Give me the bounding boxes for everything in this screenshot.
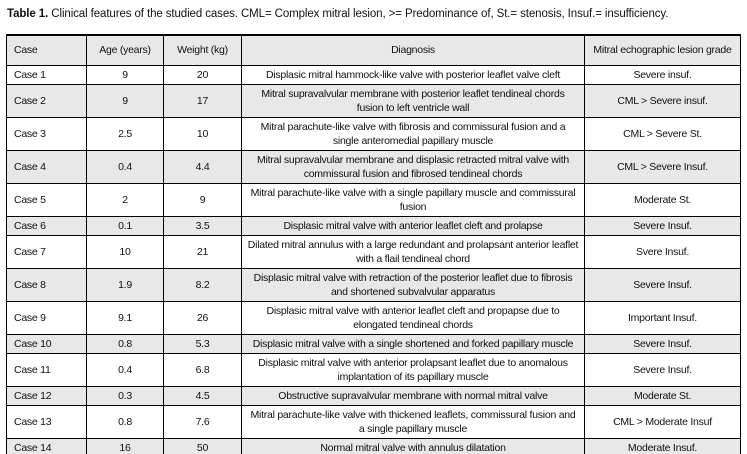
column-header-case: Case <box>7 35 87 65</box>
age-cell: 1.9 <box>87 268 164 301</box>
grade-cell: Severe Insuf. <box>585 216 741 235</box>
table-row <box>7 386 741 405</box>
table-body <box>7 65 741 454</box>
weight-cell: 17 <box>164 84 242 117</box>
table-row <box>7 438 741 454</box>
age-cell: 9.1 <box>87 301 164 334</box>
diagnosis-cell: Mitral supravalvular membrane with posterior leaflet tendineal chords fusion to left ventricle wall <box>242 84 585 117</box>
case-cell: Case 5 <box>7 183 87 216</box>
diagnosis-cell: Mitral parachute-like valve with fibrosis and commissural fusion and a single anteromedial papillary muscle <box>242 117 585 150</box>
table-row <box>7 235 741 268</box>
age-cell: 0.4 <box>87 353 164 386</box>
table-row <box>7 405 741 438</box>
diagnosis-cell: Normal mitral valve with annulus dilatation <box>242 438 585 454</box>
case-cell: Case 4 <box>7 150 87 183</box>
weight-cell: 8.2 <box>164 268 242 301</box>
weight-cell: 4.5 <box>164 386 242 405</box>
weight-cell: 10 <box>164 117 242 150</box>
diagnosis-cell: Displasic mitral valve with anterior prolapsant leaflet due to anomalous implantation of its papillary muscle <box>242 353 585 386</box>
grade-cell: Severe Insuf. <box>585 353 741 386</box>
weight-cell: 7.6 <box>164 405 242 438</box>
case-cell: Case 6 <box>7 216 87 235</box>
grade-cell: Moderate Insuf. <box>585 438 741 454</box>
case-cell: Case 2 <box>7 84 87 117</box>
diagnosis-cell: Displasic mitral valve with a single shortened and forked papillary muscle <box>242 334 585 353</box>
age-cell: 2 <box>87 183 164 216</box>
header-row <box>7 35 741 65</box>
age-cell: 0.1 <box>87 216 164 235</box>
diagnosis-cell: Obstructive supravalvular membrane with normal mitral valve <box>242 386 585 405</box>
diagnosis-cell: Mitral supravalvular membrane and displasic retracted mitral valve with commissural fusion and fibrosed tendineal chords <box>242 150 585 183</box>
table-row <box>7 301 741 334</box>
weight-cell: 5.3 <box>164 334 242 353</box>
weight-cell: 6.8 <box>164 353 242 386</box>
case-cell: Case 10 <box>7 334 87 353</box>
age-cell: 9 <box>87 65 164 84</box>
weight-cell: 3.5 <box>164 216 242 235</box>
case-cell: Case 1 <box>7 65 87 84</box>
table-caption-label: Table 1. <box>7 8 49 20</box>
case-cell: Case 11 <box>7 353 87 386</box>
grade-cell: CML > Severe Insuf. <box>585 150 741 183</box>
table-caption <box>0 0 747 21</box>
table-row <box>7 65 741 84</box>
grade-cell: Moderate St. <box>585 386 741 405</box>
table-caption-text: Clinical features of the studied cases. CML= Complex mitral lesion, >= Predominance of, St.= stenosis, Insuf.= insufficiency. <box>51 8 669 20</box>
column-header-age: Age (years) <box>87 35 164 65</box>
clinical-features-table <box>6 34 741 454</box>
diagnosis-cell: Displasic mitral valve with anterior leaflet cleft and prolapse <box>242 216 585 235</box>
grade-cell: Severe Insuf. <box>585 268 741 301</box>
grade-cell: Svere Insuf. <box>585 235 741 268</box>
case-cell: Case 13 <box>7 405 87 438</box>
table-row <box>7 183 741 216</box>
weight-cell: 21 <box>164 235 242 268</box>
table-header <box>7 35 741 65</box>
diagnosis-cell: Mitral parachute-like valve with thickened leaflets, commissural fusion and a single papillary muscle <box>242 405 585 438</box>
grade-cell: CML > Moderate Insuf <box>585 405 741 438</box>
column-header-weight: Weight (kg) <box>164 35 242 65</box>
diagnosis-cell: Mitral parachute-like valve with a single papillary muscle and commissural fusion <box>242 183 585 216</box>
column-header-diagnosis: Diagnosis <box>242 35 585 65</box>
case-cell: Case 14 <box>7 438 87 454</box>
age-cell: 0.8 <box>87 405 164 438</box>
grade-cell: CML > Severe St. <box>585 117 741 150</box>
table-row <box>7 268 741 301</box>
case-cell: Case 7 <box>7 235 87 268</box>
case-cell: Case 3 <box>7 117 87 150</box>
case-cell: Case 9 <box>7 301 87 334</box>
age-cell: 9 <box>87 84 164 117</box>
age-cell: 2.5 <box>87 117 164 150</box>
table-row <box>7 84 741 117</box>
table-row <box>7 216 741 235</box>
grade-cell: Severe insuf. <box>585 65 741 84</box>
age-cell: 0.4 <box>87 150 164 183</box>
weight-cell: 4.4 <box>164 150 242 183</box>
table-row <box>7 353 741 386</box>
diagnosis-cell: Displasic mitral valve with anterior leaflet cleft and propapse due to elongated tendineal chords <box>242 301 585 334</box>
age-cell: 10 <box>87 235 164 268</box>
age-cell: 0.3 <box>87 386 164 405</box>
grade-cell: Important Insuf. <box>585 301 741 334</box>
grade-cell: Severe Insuf. <box>585 334 741 353</box>
age-cell: 0.8 <box>87 334 164 353</box>
weight-cell: 26 <box>164 301 242 334</box>
case-cell: Case 8 <box>7 268 87 301</box>
table-row <box>7 117 741 150</box>
diagnosis-cell: Dilated mitral annulus with a large redundant and prolapsant anterior leaflet with a flail tendineal chord <box>242 235 585 268</box>
weight-cell: 9 <box>164 183 242 216</box>
grade-cell: CML > Severe insuf. <box>585 84 741 117</box>
table-row <box>7 150 741 183</box>
grade-cell: Moderate St. <box>585 183 741 216</box>
age-cell: 16 <box>87 438 164 454</box>
case-cell: Case 12 <box>7 386 87 405</box>
table-row <box>7 334 741 353</box>
diagnosis-cell: Displasic mitral valve with retraction of the posterior leaflet due to fibrosis and shortened subvalvular apparatus <box>242 268 585 301</box>
diagnosis-cell: Displasic mitral hammock-like valve with posterior leaflet valve cleft <box>242 65 585 84</box>
weight-cell: 20 <box>164 65 242 84</box>
weight-cell: 50 <box>164 438 242 454</box>
column-header-grade: Mitral echographic lesion grade <box>585 35 741 65</box>
